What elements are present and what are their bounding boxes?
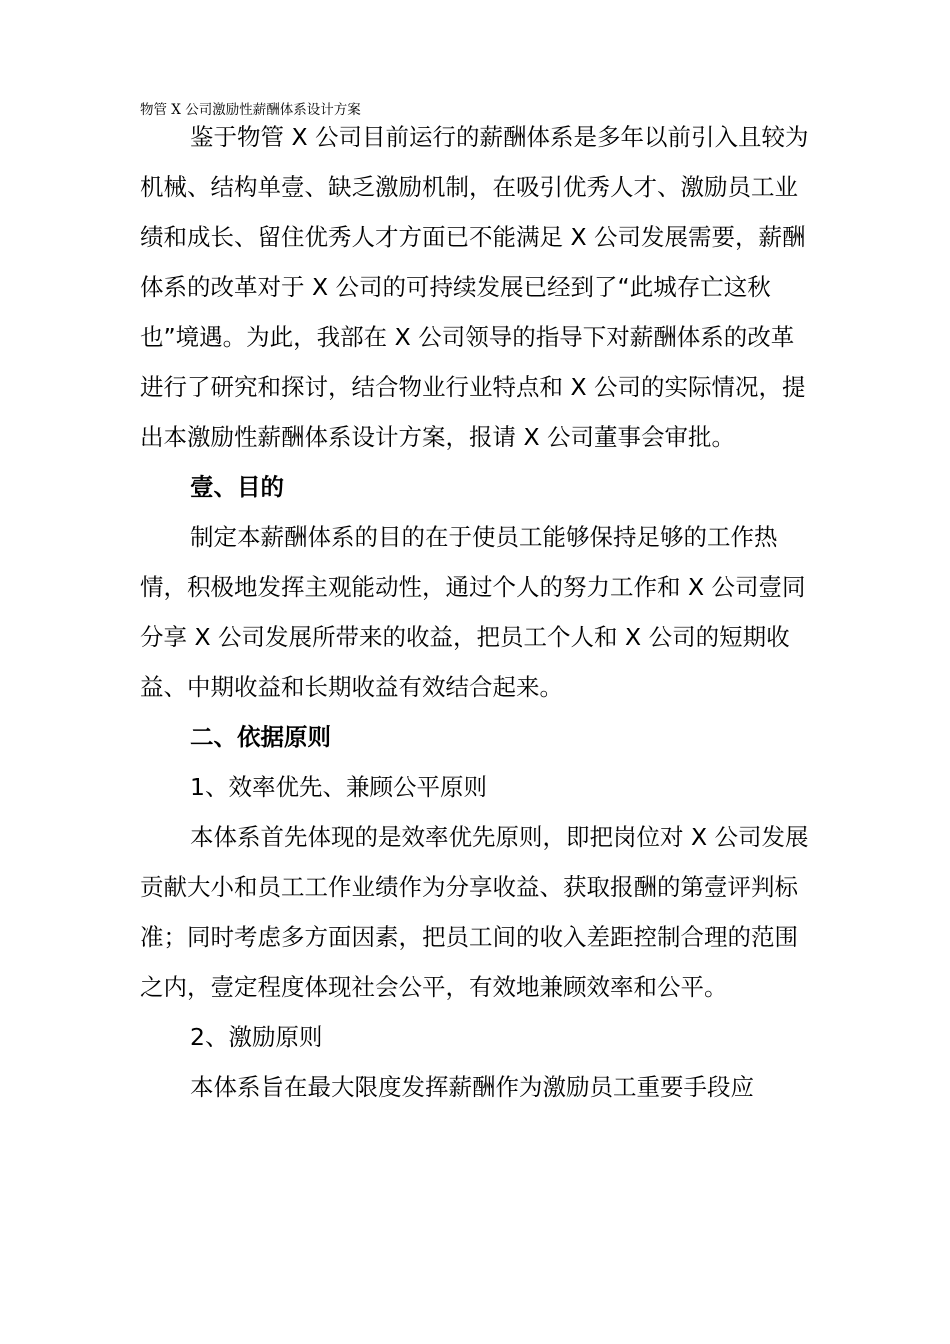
running-header: 物管 X 公司激励性薪酬体系设计方案: [140, 102, 361, 118]
principle-2-paragraph: 本体系旨在最大限度发挥薪酬作为激励员工重要手段应: [190, 1073, 754, 1101]
principle-2-title: 2、激励原则: [190, 1023, 323, 1051]
document-body: [140, 112, 810, 1112]
purpose-paragraph: 制定本薪酬体系的目的在于使员工能够保持足够的工作热情，积极地发挥主观能动性，通过个人的努力工作和 X 公司壹同分享 X 公司发展所带来的收益，把员工个人和 X 公司的短期收益、中期收益和长期收益有效结合起来。: [140, 523, 806, 701]
section-heading-purpose: 壹、目的: [190, 473, 284, 501]
principle-1-paragraph: 本体系首先体现的是效率优先原则，即把岗位对 X 公司发展贡献大小和员工工作业绩作为分享收益、获取报酬的第壹评判标准；同时考虑多方面因素，把员工间的收入差距控制合理的范围之内，壹定程度体现社会公平，有效地兼顾效率和公平。: [140, 823, 809, 1001]
principle-1-title: 1、效率优先、兼顾公平原则: [190, 773, 487, 801]
section-heading-principles: 二、依据原则: [190, 723, 331, 751]
intro-paragraph: 鉴于物管 X 公司目前运行的薪酬体系是多年以前引入且较为机械、结构单壹、缺乏激励机制，在吸引优秀人才、激励员工业绩和成长、留住优秀人才方面已不能满足 X 公司发展需要，薪酬体系的改革对于 X 公司的可持续发展已经到了“此城存亡这秋也”境遇。为此，我部在 X 公司领导的指导下对薪酬体系的改革进行了研究和探讨，结合物业行业特点和 X 公司的实际情况，提出本激励性薪酬体系设计方案，报请 X 公司董事会审批。: [140, 123, 809, 451]
